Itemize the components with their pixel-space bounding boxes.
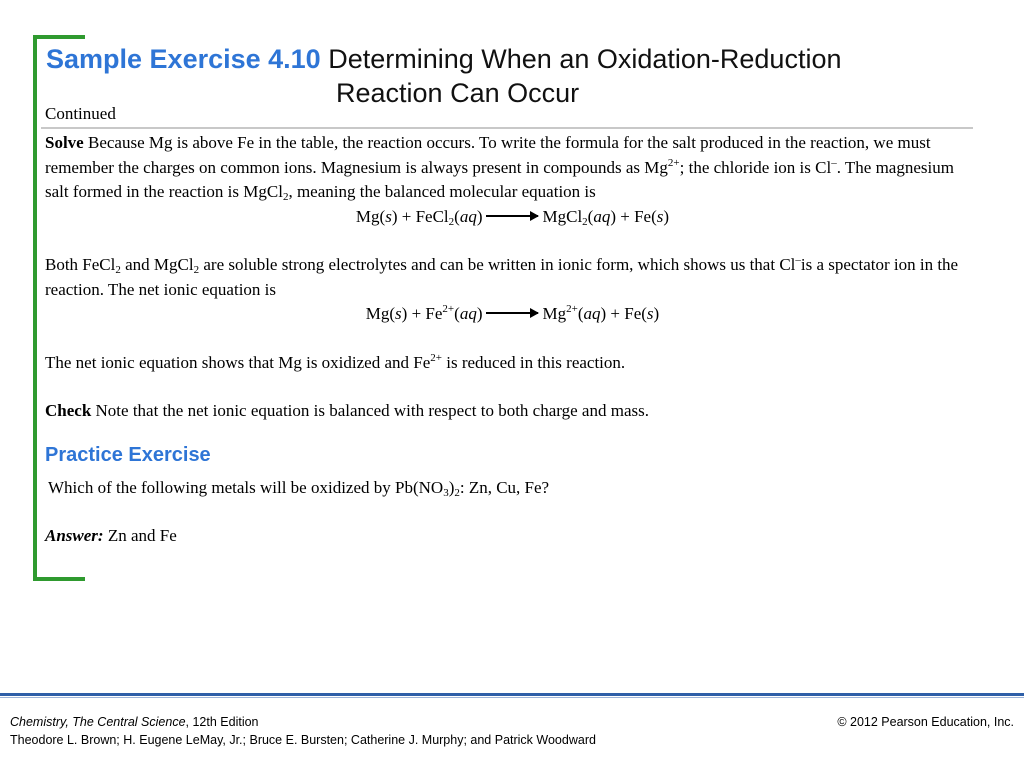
check-text: Note that the net ionic equation is balanced with respect to both charge and mass. xyxy=(91,401,649,420)
title-label: Sample Exercise 4.10 xyxy=(46,44,321,74)
solution-body xyxy=(45,131,980,424)
eq2-aq: aq xyxy=(459,304,477,323)
continued-label: Continued xyxy=(45,104,116,123)
solve-text-b: ; the chloride ion is Cl xyxy=(679,157,832,177)
green-bracket-left xyxy=(33,35,37,581)
net-ionic-paragraph xyxy=(45,351,980,376)
pq-c: : Zn, Cu, Fe? xyxy=(459,478,550,497)
reaction-arrow xyxy=(486,215,538,217)
divider xyxy=(41,127,973,129)
eq2-sup: 2+ xyxy=(442,303,455,315)
mgcl-subscript: 2 xyxy=(282,191,289,203)
eq1-f: ( xyxy=(587,206,594,226)
footer-rule-thin xyxy=(0,697,1024,698)
pq-b: ) xyxy=(448,478,455,497)
solve-paragraph xyxy=(45,131,980,205)
eq1-aq2: aq xyxy=(593,206,611,226)
p2-c: are soluble strong electrolytes and can be written in ionic form, which shows us that Cl xyxy=(199,255,796,274)
solve-text-a: Because Mg is above Fe in the table, the reaction occurs. To write the formula for the salt produced in the reaction, we must remember the charges on common ions. Magnesium is always present in compounds as Mg xyxy=(45,133,931,177)
solve-text-c: . The magnesium salt formed in the reaction is MgCl xyxy=(45,157,954,201)
eq2-h: ) xyxy=(653,304,660,323)
eq1-aq: aq xyxy=(459,206,477,226)
eq2-a: Mg( xyxy=(365,304,396,323)
p2-charge: – xyxy=(795,254,801,266)
check-paragraph xyxy=(45,399,980,424)
eq1-g: ) + Fe( xyxy=(610,206,657,226)
eq1-sub2: 2 xyxy=(582,215,588,228)
slide-title xyxy=(46,42,976,110)
molecular-equation xyxy=(45,205,980,230)
practice-answer xyxy=(45,526,177,546)
eq2-aq2: aq xyxy=(583,304,601,323)
title-text-line1: Determining When an Oxidation-Reduction xyxy=(328,44,842,74)
footer-book xyxy=(10,715,259,729)
eq1-s: s xyxy=(385,206,392,226)
p2-a: Both FeCl xyxy=(45,255,116,274)
eq1-a: Mg( xyxy=(355,206,386,226)
eq2-c: ( xyxy=(454,304,460,323)
eq2-s: s xyxy=(395,304,402,323)
eq2-sup2: 2+ xyxy=(566,303,578,315)
eq2-g: ) + Fe( xyxy=(600,304,647,323)
eq1-d: ) xyxy=(476,206,483,226)
eq2-d: ) xyxy=(476,304,483,323)
p2-d: is a spectator ion in the reaction. The net ionic equation is xyxy=(45,255,959,299)
green-bracket-bottom xyxy=(33,577,85,581)
eq2-f: ( xyxy=(577,304,584,323)
eq1-b: ) + FeCl xyxy=(391,206,449,226)
eq2-s2: s xyxy=(646,304,654,323)
p2-sub1: 2 xyxy=(115,264,121,276)
eq1-sub: 2 xyxy=(448,215,455,228)
green-bracket-top xyxy=(33,35,85,39)
footer-book-title: Chemistry, The Central Science xyxy=(10,715,186,729)
eq2-e: Mg xyxy=(542,304,567,323)
net-ionic-equation xyxy=(45,302,980,327)
eq1-c: ( xyxy=(454,206,460,226)
answer-text: Zn and Fe xyxy=(103,526,177,545)
footer-rule xyxy=(0,693,1024,696)
check-label: Check xyxy=(45,401,92,420)
footer-edition: , 12th Edition xyxy=(185,715,259,729)
mg-charge: 2+ xyxy=(667,156,680,169)
solve-text-d: , meaning the balanced molecular equation is xyxy=(288,182,596,201)
solve-label: Solve xyxy=(45,133,84,152)
p2-sub2: 2 xyxy=(193,264,200,276)
eq1-h: ) xyxy=(663,206,670,226)
eq2-b: ) + Fe xyxy=(401,304,443,323)
pq-a: Which of the following metals will be oxidized by Pb(NO xyxy=(48,478,444,497)
p3-b: is reduced in this reaction. xyxy=(441,352,626,372)
cl-charge: – xyxy=(831,156,837,169)
practice-question xyxy=(48,478,549,498)
electrolyte-paragraph xyxy=(45,253,980,302)
p3-a: The net ionic equation shows that Mg is oxidized and Fe xyxy=(45,352,431,372)
eq1-s2: s xyxy=(656,206,664,226)
pq-sub2: 2 xyxy=(454,487,460,499)
practice-heading: Practice Exercise xyxy=(45,444,211,466)
footer-authors: Theodore L. Brown; H. Eugene LeMay, Jr.; Bruce E. Bursten; Catherine J. Murphy; and Patrick Woodward xyxy=(10,733,596,747)
pq-sub1: 3 xyxy=(443,487,449,499)
answer-label: Answer: xyxy=(45,526,104,545)
title-text-line2: Reaction Can Occur xyxy=(336,78,580,108)
footer-copyright: © 2012 Pearson Education, Inc. xyxy=(837,715,1014,729)
p3-sup: 2+ xyxy=(430,351,442,364)
p2-b: and MgCl xyxy=(120,255,194,274)
eq1-e: MgCl xyxy=(542,206,583,226)
reaction-arrow xyxy=(486,312,538,314)
